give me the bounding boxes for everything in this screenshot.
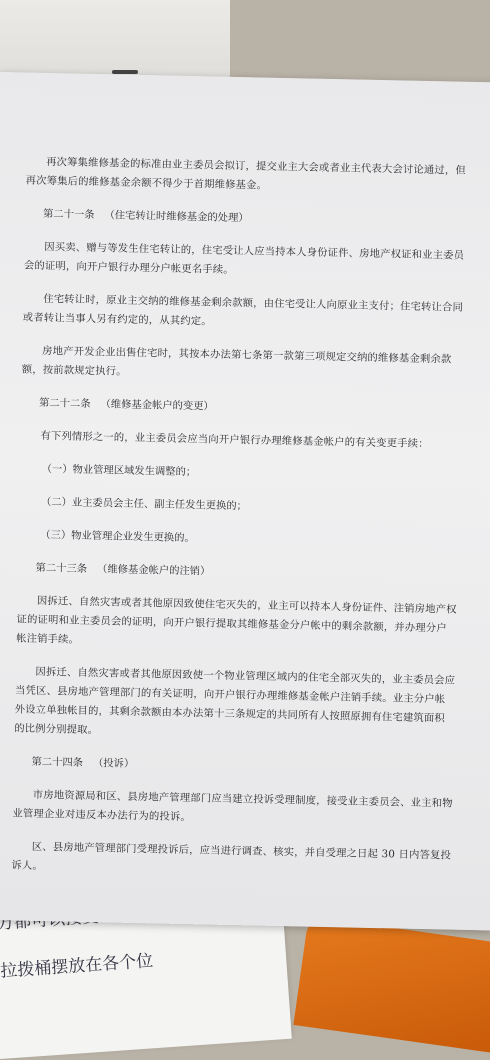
paragraph: 因拆迁、自然灾害或者其他原因致使住宅灭失的，业主可以持本人身份证件、注销房地产权证的证明和业主委员会的证明，向开户银行提取其维修基金分户帐中的剩余款额，并办理分户帐注销手续。 [16,594,457,646]
article-heading [21,394,461,422]
article-title: （投诉） [92,757,135,770]
paragraph: 因买卖、赠与等发生住宅转让的，住宅受让人应当持本人身份证件、房地产权证和业主委员会的证明，向开户银行办理分户帐更名手续。 [23,240,465,276]
list-item: （二）业主委员会主任、副主任发生更换的； [40,495,248,513]
paragraph: 住宅转让时，原业主交纳的维修基金剩余款额，由住宅受让人向原业主支付；住宅转让合同或者转让当事人另有约定的，从其约定。 [22,292,464,328]
paragraph: 有下列情形之一的，业主委员会应当向开户银行办理维修基金帐户的有关变更手续： [40,429,429,451]
paragraph: 因拆迁、自然灾害或者其他原因致使一个物业管理区域内的住宅全部灭失的，业主委员会应当凭区、县房地产管理部门的有关证明，向开户银行办理维修基金帐户注销手续。业主分户帐外设立单独帐目的，其剩余款额由本办法第十三条规定的共同所有人按照原拥有住宅建筑面积的比例分别提取。 [14,665,456,737]
article-title: （住宅转让时维修基金的处理） [104,209,249,225]
paragraph: 市房地资源局和区、县房地产管理部门应当建立投诉受理制度，接受业主委员会、业主和物业管理企业对违反本办法行为的投诉。 [12,788,453,824]
list-item: （一）物业管理区域发生调整的； [41,462,197,479]
background-text-line: 拉拨桶摆放在各个位 [0,951,154,982]
article-title: （维修基金帐户的变更） [100,398,214,413]
paragraph: 再次筹集维修基金的标准由业主委员会拟订，提交业主大会或者业主代表大会讨论通过，但再次筹集后的维修基金余额不得少于首期维修基金。 [25,155,467,192]
article-title: （维修基金帐户的注销） [96,563,211,578]
paragraph: 房地产开发企业出售住宅时，其按本办法第七条第一款第三项规定交纳的维修基金剩余款额，按前款规定执行。 [21,344,452,378]
list-item: （三）物业管理企业发生更换的。 [40,528,195,545]
document-body [11,153,466,899]
document-page [0,72,490,930]
article-number: 第二十三条 [35,561,88,575]
article-heading [25,205,465,233]
article-heading [17,558,457,586]
article-number: 第二十二条 [38,396,91,410]
article-number: 第二十四条 [31,755,84,769]
paragraph: 区、县房地产管理部门受理投诉后，应当进行调查、核实，并自受理之日起 30 日内答复投诉人。 [11,840,452,873]
article-number: 第二十一条 [42,207,95,222]
orange-pouch [293,916,490,1054]
clip-mark [112,70,138,74]
article-heading [13,752,453,780]
